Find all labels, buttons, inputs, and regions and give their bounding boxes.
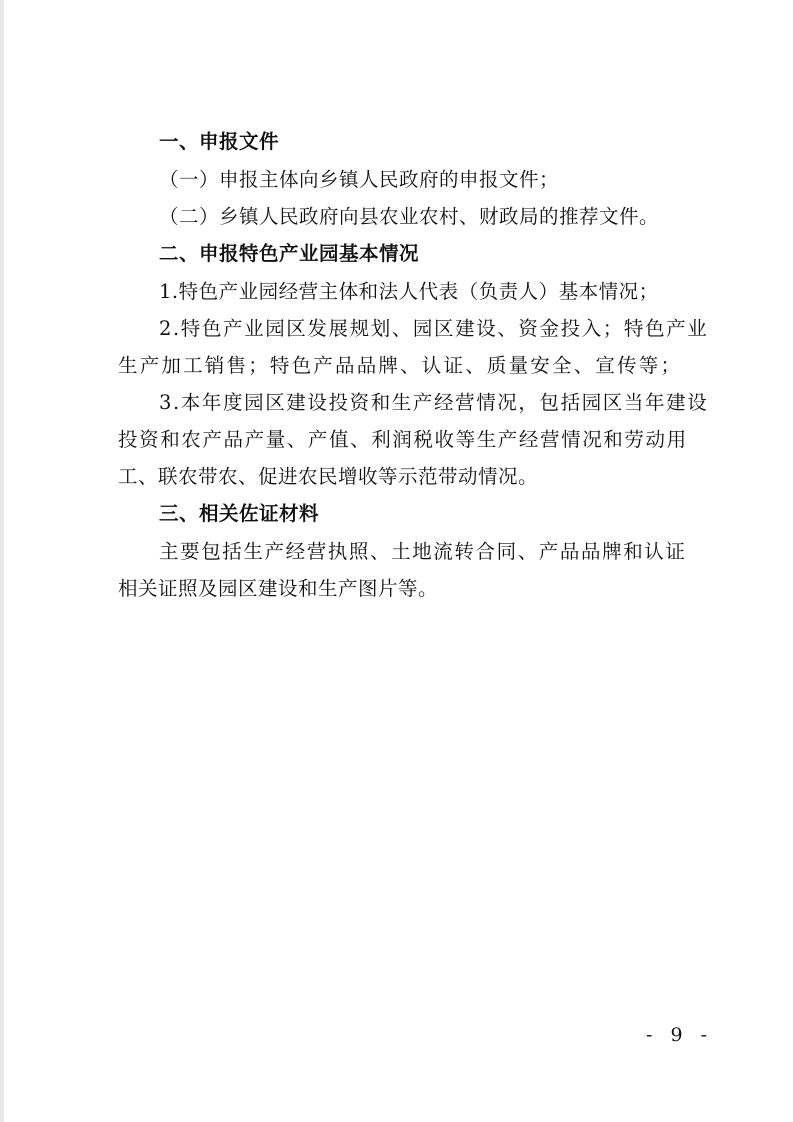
scan-edge — [0, 0, 4, 1122]
paragraph-line: 投资和农产品产量、产值、利润税收等生产经营情况和劳动用 — [118, 428, 688, 451]
paragraph-line: 相关证照及园区建设和生产图片等。 — [118, 577, 439, 600]
page-number: - 9 - — [646, 1024, 714, 1046]
paragraph-line: 1.特色产业园经营主体和法人代表（负责人）基本情况； — [159, 280, 659, 303]
paragraph-line: （二）乡镇人民政府向县农业农村、财政局的推荐文件。 — [159, 205, 660, 228]
section-heading-3: 三、相关佐证材料 — [159, 502, 320, 525]
section-heading-2: 二、申报特色产业园基本情况 — [159, 242, 420, 265]
paragraph-line: 工、联农带农、促进农民增收等示范带动情况。 — [118, 465, 539, 488]
paragraph-line: 3.本年度园区建设投资和生产经营情况，包括园区当年建设 — [159, 391, 709, 414]
section-heading-1: 一、申报文件 — [159, 130, 280, 153]
paragraph-line: （一）申报主体向乡镇人民政府的申报文件； — [159, 168, 560, 191]
paragraph-line: 生产加工销售；特色产品品牌、认证、质量安全、宣传等； — [118, 354, 683, 377]
paragraph-line: 2.特色产业园区发展规划、园区建设、资金投入；特色产业 — [159, 317, 709, 340]
paragraph-line: 主要包括生产经营执照、土地流转合同、产品品牌和认证 — [159, 540, 687, 563]
